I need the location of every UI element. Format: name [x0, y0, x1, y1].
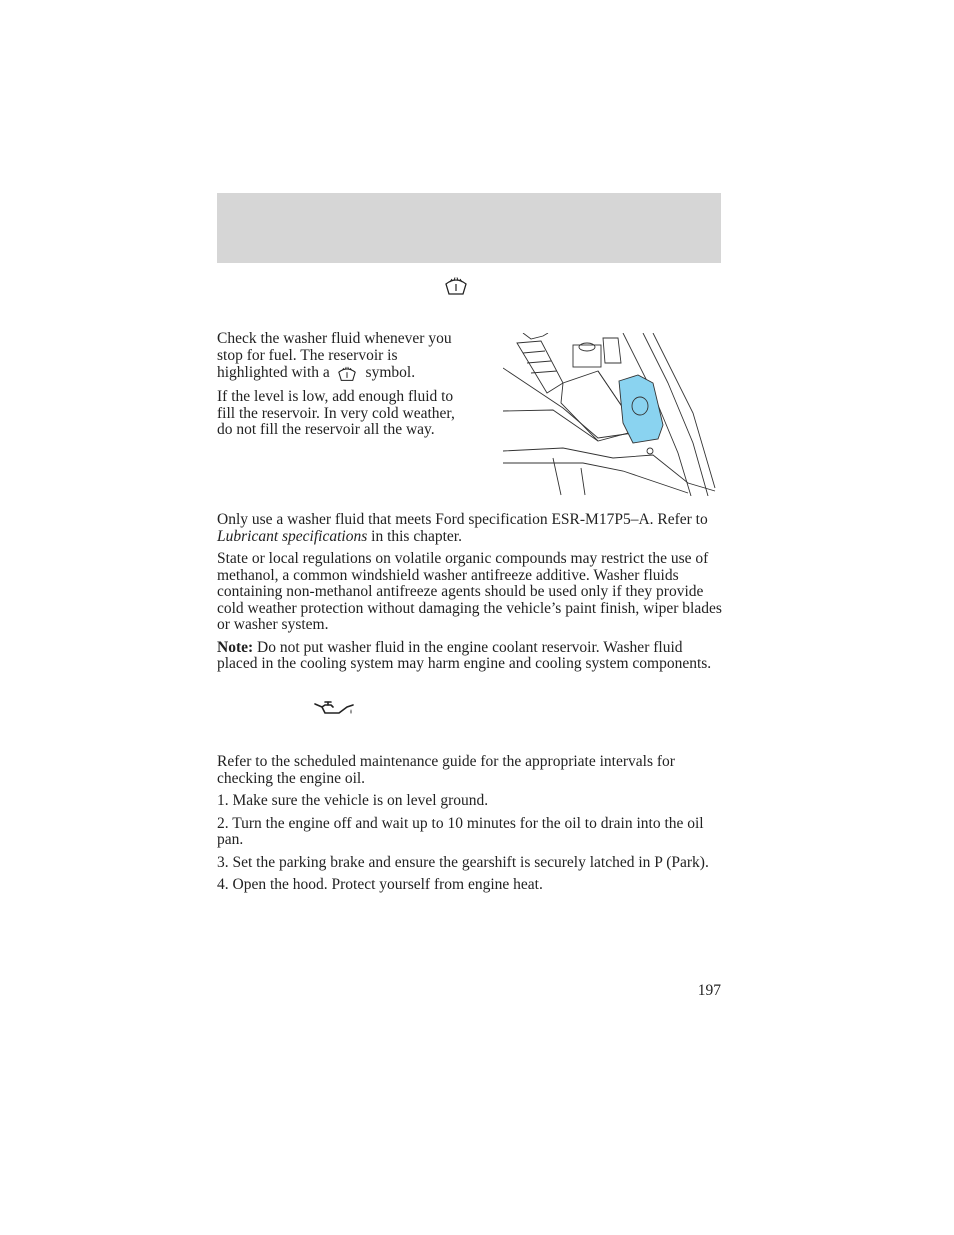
note-label: Note: [217, 638, 254, 656]
section-header-band [217, 193, 721, 263]
oil-step-1: 1. Make sure the vehicle is on level ground. [217, 792, 489, 809]
windshield-washer-icon [336, 364, 358, 382]
oil-step-4: 4. Open the hood. Protect yourself from engine heat. [217, 876, 543, 893]
oil-can-icon [313, 699, 355, 719]
washer-intro-paragraph-2: If the level is low, add enough fluid to fill the reservoir. In very cold weather, do not fill the reservoir all the way. [217, 388, 455, 438]
page-number: 197 [697, 982, 721, 999]
washer-intro [217, 331, 469, 446]
washer-fluid-body [217, 512, 723, 679]
regulations-paragraph: State or local regulations on volatile organic compounds may restrict the use of methanol, a common windshield washer antifreeze additive. Washer fluids containing non-methanol antifreeze agents should be used only if they provide cold weather protection without damaging the vehicle’s paint finish, wiper blades or washer system. [217, 550, 722, 633]
engine-oil-body [217, 754, 723, 900]
washer-intro-paragraph-1: Check the washer fluid whenever you stop for fuel. The reservoir is highlighted with a symbol. [217, 330, 452, 381]
note-paragraph: Note: Do not put washer fluid in the engine coolant reservoir. Washer fluid placed in the cooling system may harm engine and cooling system components. [217, 638, 712, 672]
oil-step-3: 3. Set the parking brake and ensure the gearshift is securely latched in P (Park). [217, 853, 709, 871]
reservoir-cap [632, 397, 648, 415]
washer-reservoir-illustration [503, 333, 716, 496]
oil-intro-paragraph: Refer to the scheduled maintenance guide for the appropriate intervals for checking the engine oil. [217, 753, 675, 787]
oil-step-2: 2. Turn the engine off and wait up to 10 minutes for the oil to drain into the oil pan. [217, 814, 704, 848]
washer-spec-paragraph: Only use a washer fluid that meets Ford specification ESR-M17P5–A. Refer to Lubricant specifications in this chapter. [217, 511, 708, 545]
windshield-washer-icon [444, 274, 468, 296]
lubricant-specifications-reference: Lubricant specifications [217, 527, 368, 545]
